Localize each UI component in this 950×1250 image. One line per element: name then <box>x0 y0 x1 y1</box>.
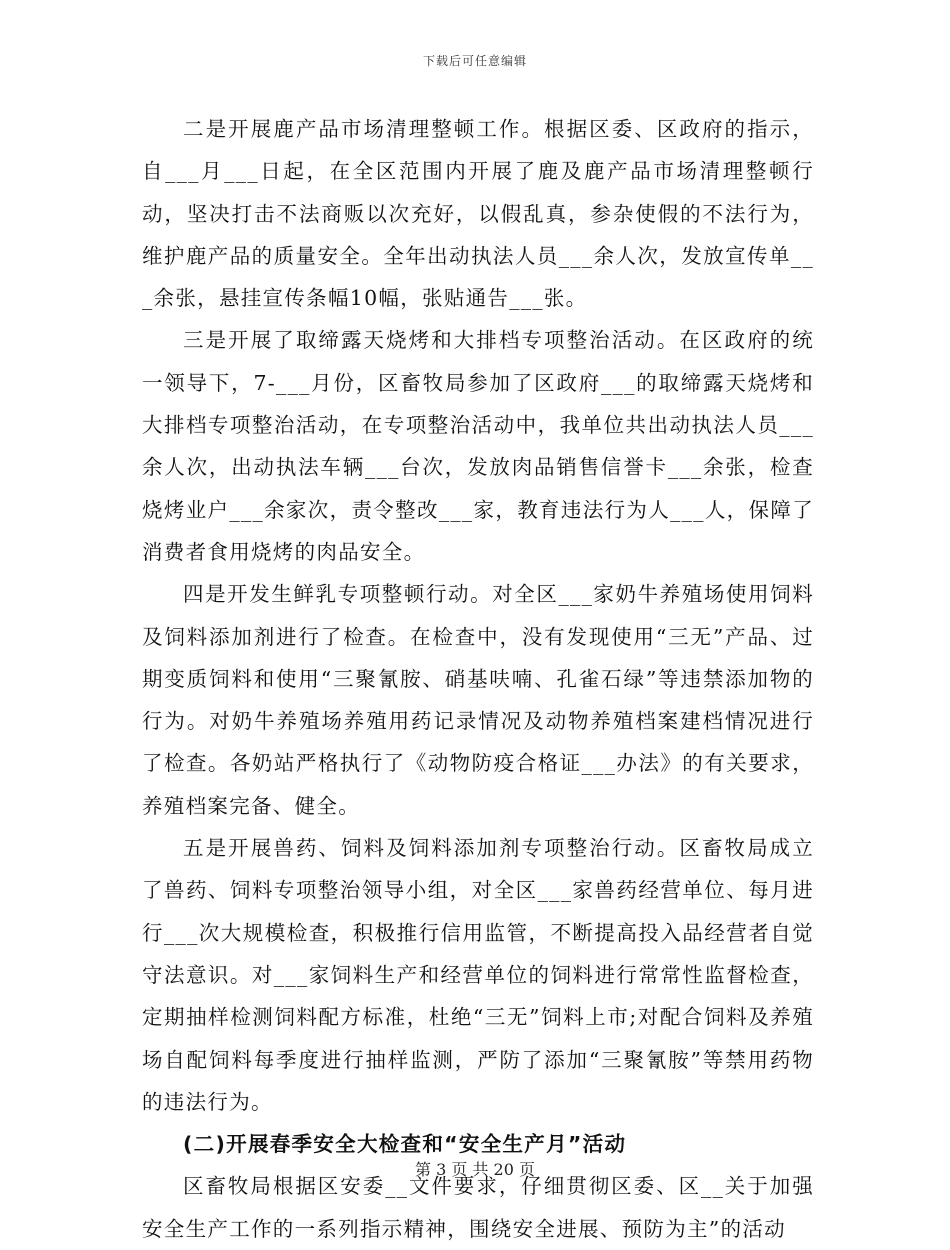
section-heading: (二)开展春季安全大检查和“安全生产月”活动 <box>183 1132 627 1157</box>
paragraph-veterinary-drugs-feed: 五是开展兽药、饲料及饲料添加剂专项整治行动。区畜牧局成立了兽药、饲料专项整治领导小组，对全区___家兽药经营单位、每月进行___次大规模检查，积极推行信用监管，不断提高投入品经营者自觉守法意识。对___家饲料生产和经营单位的饲料进行常常性监督检查，定期抽样检测饲料配方标准，杜绝“三无”饲料上市;对配合饲料及养殖场自配饲料每季度进行抽样监测，严防了添加“三聚氰胺”等禁用药物的违法行为。 <box>142 836 814 1114</box>
paragraph-deer-products: 二是开展鹿产品市场清理整顿工作。根据区委、区政府的指示，自___月___日起，在全区范围内开展了鹿及鹿产品市场清理整顿行动，坚决打击不法商贩以次充好，以假乱真，参杂使假的不法行为，维护鹿产品的质量安全。全年出动执法人员___余人次，发放宣传单___余张，悬挂宣传条幅10幅，张贴通告___张。 <box>142 117 814 311</box>
paragraph-safety-inspection: 区畜牧局根据区安委__文件要求，仔细贯彻区委、区__关于加强安全生产工作的一系列指示精神，围绕安全进展、预防为主”的活动 <box>142 1174 814 1241</box>
paragraph-fresh-milk: 四是开发生鲜乳专项整顿行动。对全区___家奶牛养殖场使用饲料及饲料添加剂进行了检查。在检查中，没有发现使用“三无”产品、过期变质饲料和使用“三聚氰胺、硝基呋喃、孔雀石绿”等违禁添加物的行为。对奶牛养殖场养殖用药记录情况及动物养殖档案建档情况进行了检查。各奶站严格执行了《动物防疫合格证___办法》的有关要求，养殖档案完备、健全。 <box>142 582 814 818</box>
page-header: 下载后可任意编辑 <box>422 54 527 68</box>
page-number: 第 3 页 共 20 页 <box>415 1160 535 1179</box>
document-body <box>142 108 814 1250</box>
paragraph-barbecue-rectification: 三是开展了取缔露天烧烤和大排档专项整治活动。在区政府的统一领导下，7-___月份，区畜牧局参加了区政府___的取缔露天烧烤和大排档专项整治活动，在专项整治活动中，我单位共出动执法人员___余人次，出动执法车辆___台次，发放肉品销售信誉卡___余张，检查烧烤业户___余家次，责令整改___家，教育违法行为人___人，保障了消费者食用烧烤的肉品安全。 <box>142 328 814 564</box>
